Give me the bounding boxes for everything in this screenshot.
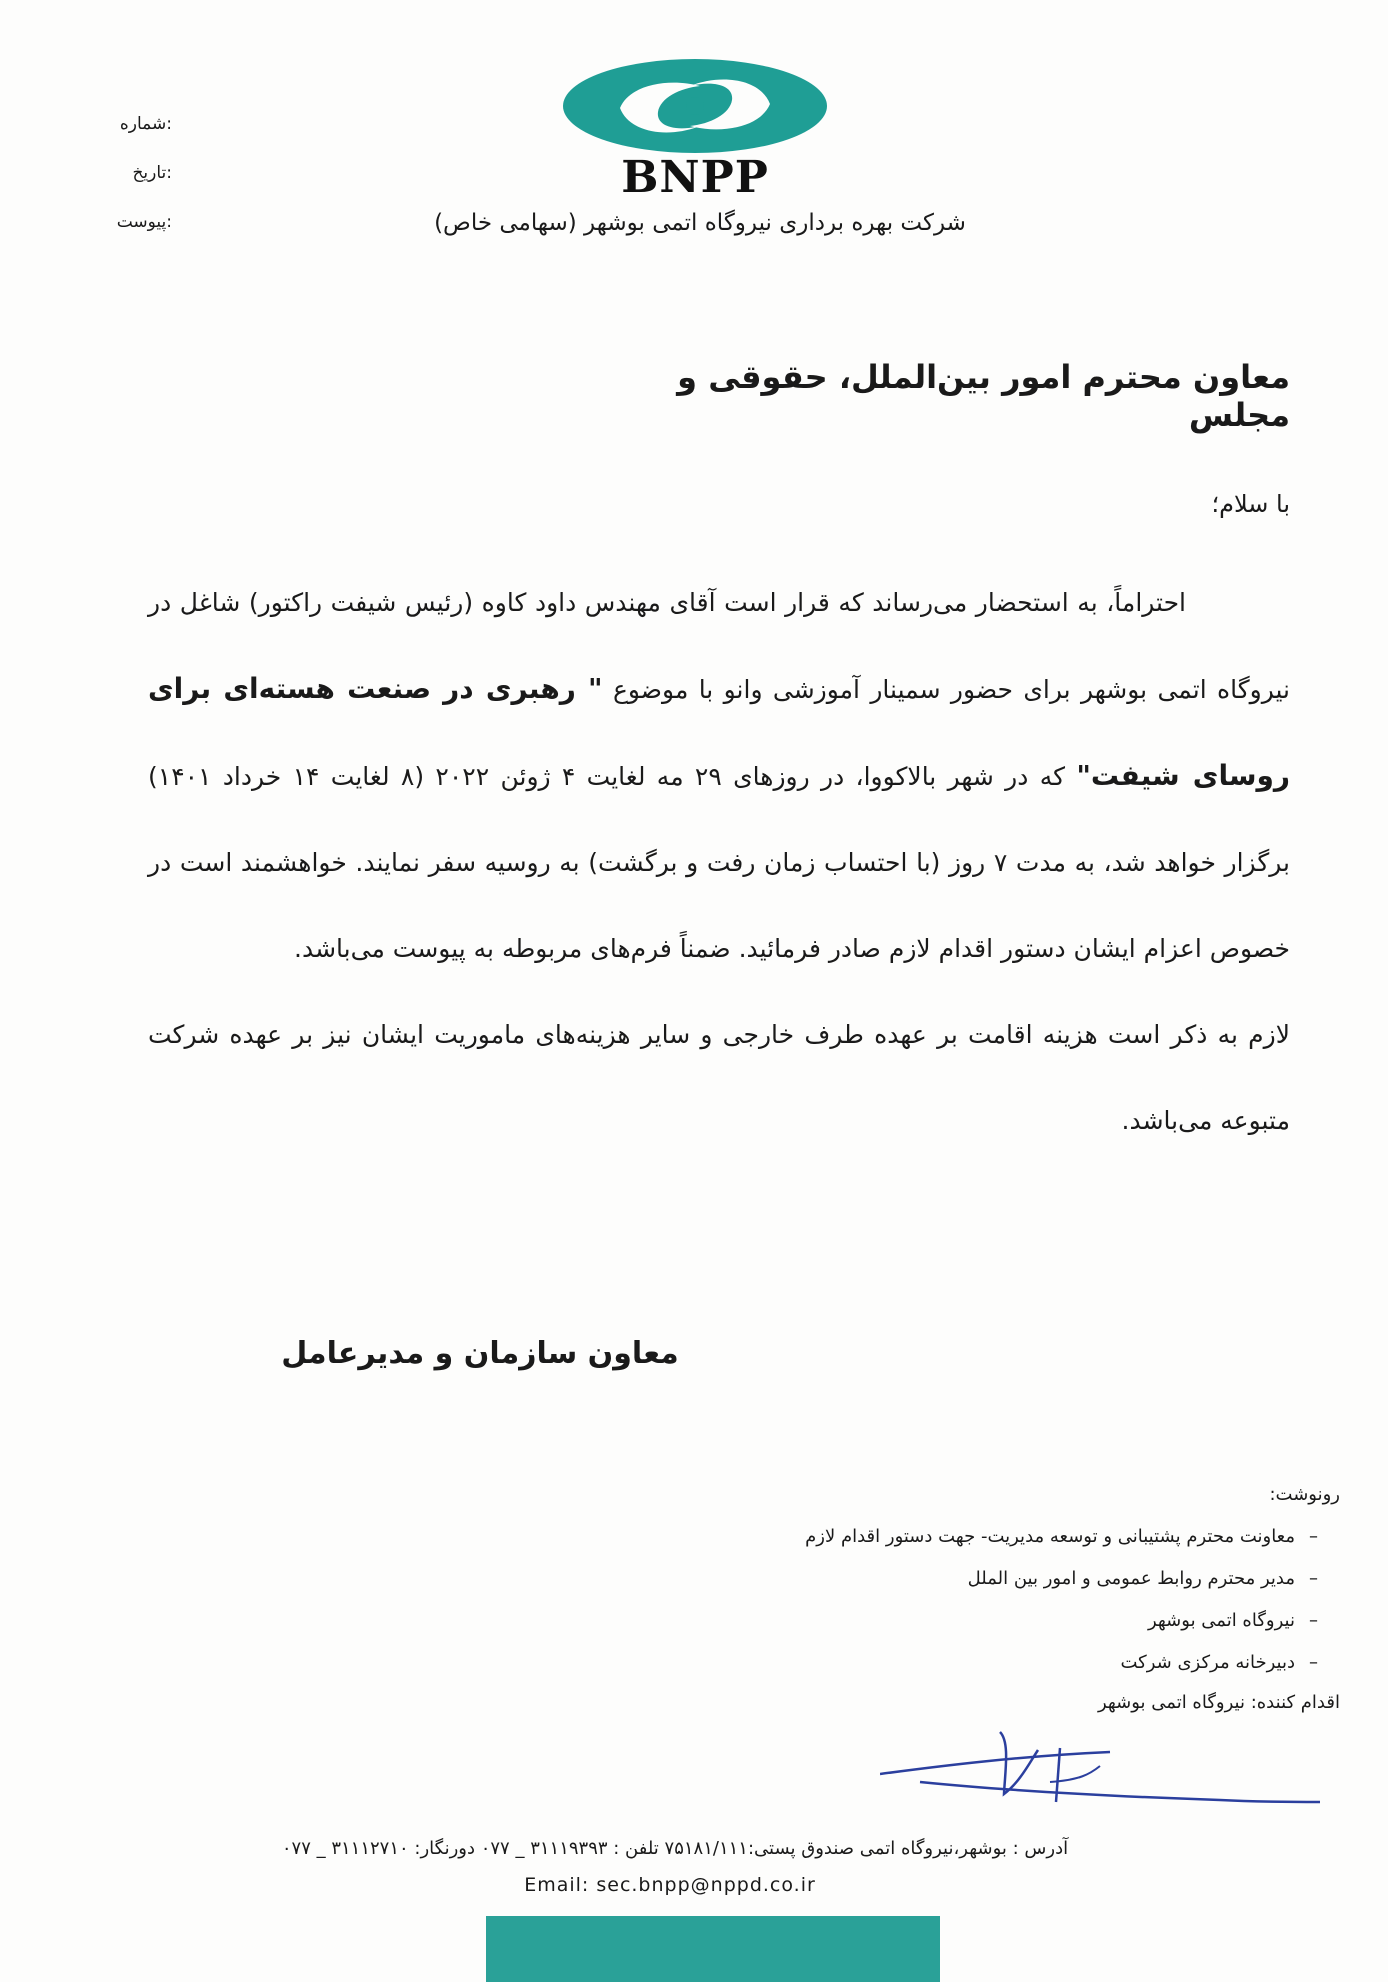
brand-name: BNPP	[621, 152, 769, 203]
signer-title: معاون سازمان و مدیرعامل	[281, 1336, 679, 1371]
date-label: :تاریخ	[132, 163, 172, 183]
cc-list	[600, 1484, 1340, 1694]
footer-address: آدرس : بوشهر،نیروگاه اتمی صندوق پستی:۷۵۱۸۱/۱۱۱ تلفن : ۳۱۱۱۹۳۹۳ _ ۰۷۷ دورنگار: ۳۱۱۱۲۷۱۰ _ ۰۷۷	[281, 1838, 1069, 1859]
cc-item: –نیروگاه اتمی بوشهر	[1147, 1610, 1318, 1631]
action-by: اقدام کننده: نیروگاه اتمی بوشهر	[1097, 1692, 1340, 1713]
paragraph-2: لازم به ذکر است هزینه اقامت بر عهده طرف خارجی و سایر هزینه‌های ماموریت ایشان نیز بر عهده شرکت متبوعه می‌باشد.	[148, 1020, 1290, 1135]
cc-title: رونوشت:	[1269, 1484, 1340, 1505]
cc-item: –معاونت محترم پشتیبانی و توسعه مدیریت- جهت دستور اقدام لازم	[805, 1526, 1318, 1547]
cc-item: –مدیر محترم روابط عمومی و امور بین الملل	[967, 1568, 1318, 1589]
letter-meta	[52, 100, 172, 247]
recipient-title: معاون محترم امور بین‌الملل، حقوقی و مجلس	[677, 358, 1290, 434]
footer-email: Email: sec.bnpp@nppd.co.ir	[524, 1874, 816, 1896]
company-name: شرکت بهره برداری نیروگاه اتمی بوشهر (سهامی خاص)	[434, 210, 966, 236]
paragraph-1-text-a: احتراماً، به استحضار می‌رساند که قرار است آقای مهندس داود کاوه (رئیس شیفت راکتور) شاغل در نیروگاه اتمی بوشهر برای حضور سمینار آموزشی وانو با موضوع	[148, 588, 1290, 704]
footer-color-bar	[486, 1916, 940, 1982]
greeting: با سلام؛	[1211, 490, 1290, 518]
bnpp-logo-icon	[560, 56, 830, 156]
paragraph-1	[148, 560, 1290, 992]
paragraph-1-text-b: که در شهر بالاکووا، در روزهای ۲۹ مه لغایت ۴ ژوئن ۲۰۲۲ (۸ لغایت ۱۴ خرداد ۱۴۰۱) برگزار خواهد شد، به مدت ۷ روز (با احتساب زمان رفت و برگشت) به روسیه سفر نمایند. خواهشمند است در خصوص اعزام ایشان دستور اقدام لازم صادر فرمائید. ضمناً فرم‌های مربوطه به پیوست می‌باشد.	[148, 762, 1291, 963]
letter-body	[148, 560, 1290, 1164]
cc-item: –دبیرخانه مرکزی شرکت	[1120, 1652, 1318, 1673]
signature-icon	[880, 1722, 1320, 1812]
attachment-label: :پیوست	[116, 212, 172, 232]
seminar-subject: " رهبری در صنعت هسته‌ای برای روسای شیفت"	[148, 672, 1291, 792]
number-label: :شماره	[119, 114, 172, 134]
